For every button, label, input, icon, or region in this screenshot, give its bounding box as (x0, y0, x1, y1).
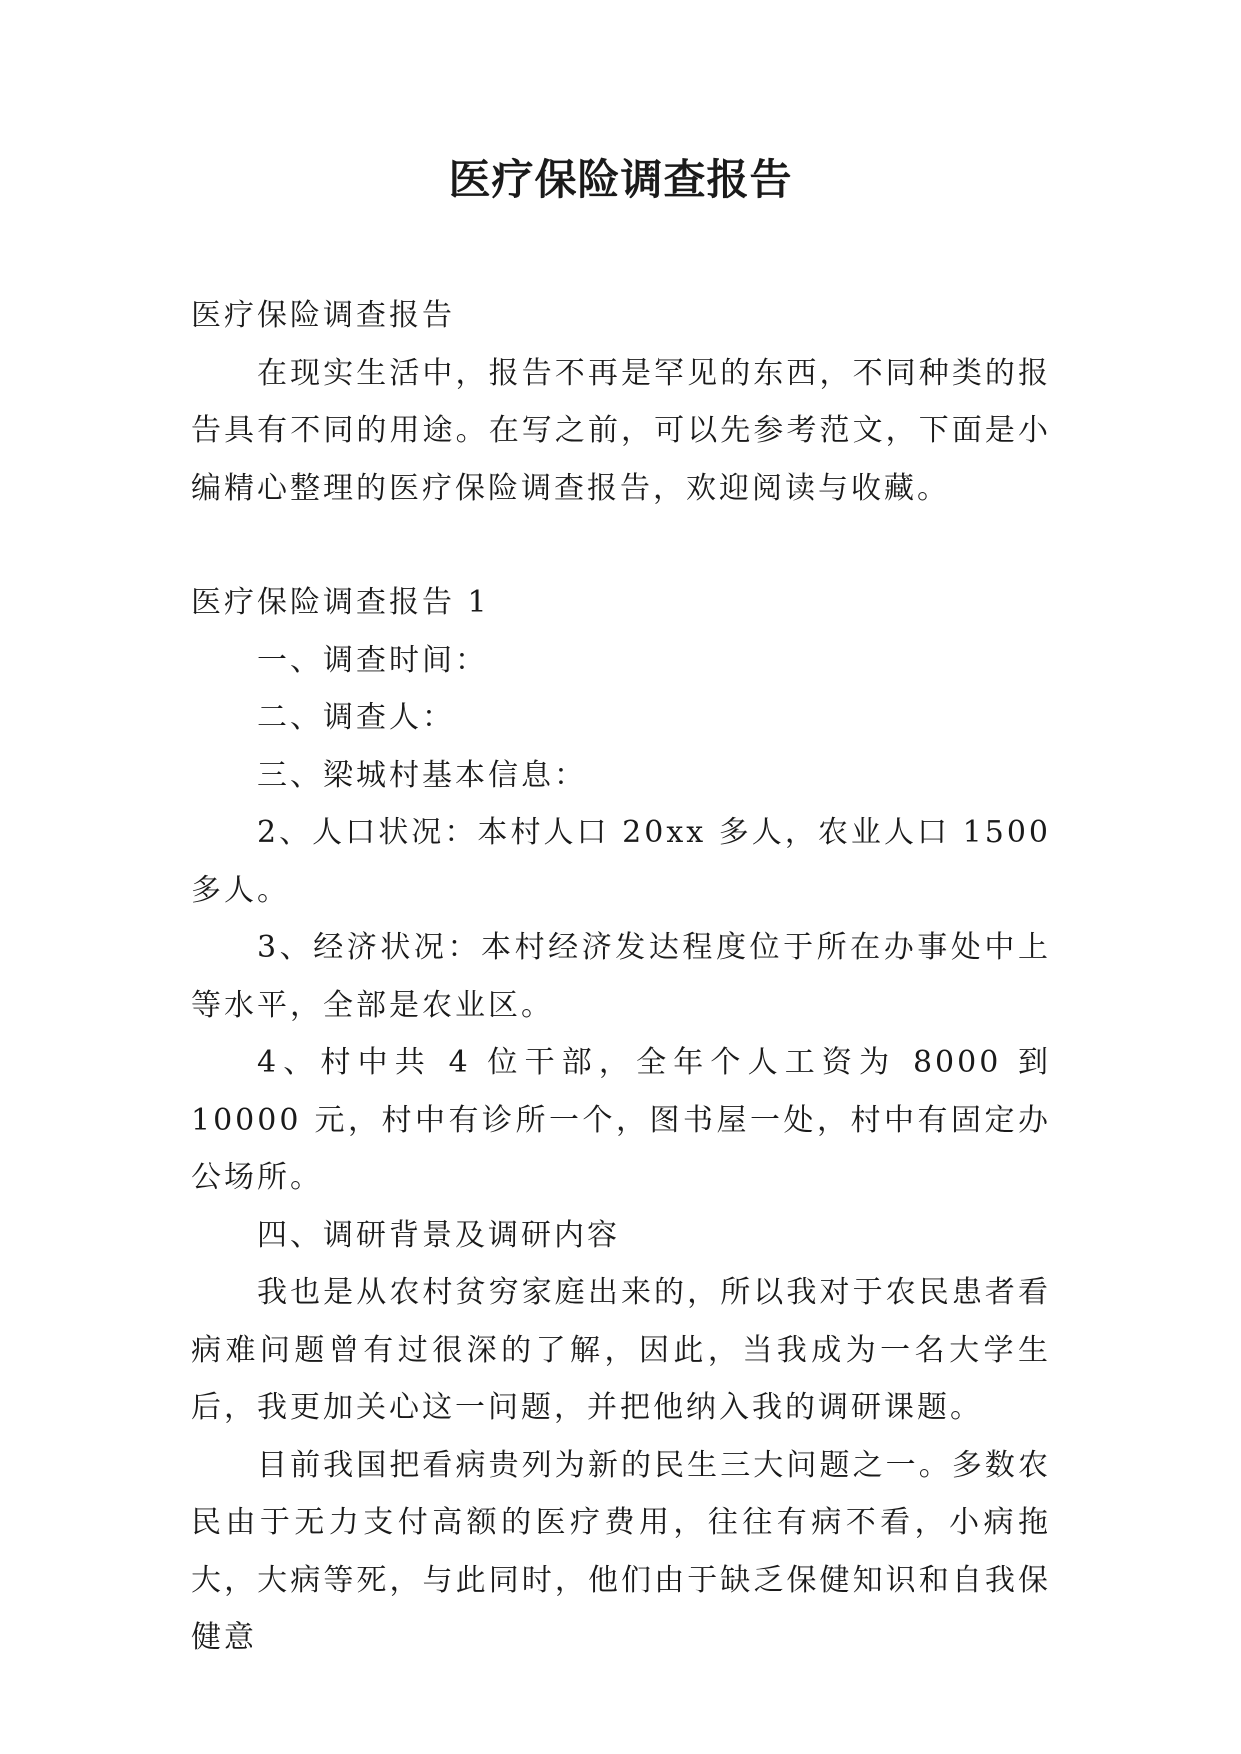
paragraph-economy: 3、经济状况：本村经济发达程度位于所在办事处中上等水平，全部是农业区。 (191, 930, 1051, 1023)
paragraph-personal-background: 我也是从农村贫穷家庭出来的，所以我对于农民患者看病难问题曾有过很深的了解，因此，当我成为一名大学生后，我更加关心这一问题，并把他纳入我的调研课题。 (191, 1275, 1051, 1425)
section-heading-report-1: 医疗保险调查报告 1 (191, 585, 490, 620)
document-title: 医疗保险调查报告 (448, 155, 793, 204)
paragraph-population: 2、人口状况：本村人口 20xx 多人，农业人口 1500 多人。 (191, 815, 1051, 908)
document-body (191, 287, 1051, 1667)
paragraph-intro: 在现实生活中，报告不再是罕见的东西，不同种类的报告具有不同的用途。在写之前，可以先参考范文，下面是小编精心整理的医疗保险调查报告，欢迎阅读与收藏。 (191, 355, 1051, 506)
paragraph-national-issue: 目前我国把看病贵列为新的民生三大问题之一。多数农民由于无力支付高额的医疗费用，往往有病不看，小病拖大，大病等死，与此同时，他们由于缺乏保健知识和自我保健意 (191, 1447, 1051, 1655)
paragraph-survey-time: 一、调查时间： (257, 642, 488, 678)
paragraph-surveyor: 二、调查人： (257, 700, 455, 735)
paragraph-cadres: 4、村中共 4 位干部，全年个人工资为 8000 到 10000 元，村中有诊所一个，图书屋一处，村中有固定办公场所。 (191, 1045, 1051, 1195)
paragraph-subtitle: 医疗保险调查报告 (191, 298, 455, 333)
paragraph-village-info: 三、梁城村基本信息： (257, 757, 587, 793)
paragraph-research-background: 四、调研背景及调研内容 (257, 1217, 620, 1253)
